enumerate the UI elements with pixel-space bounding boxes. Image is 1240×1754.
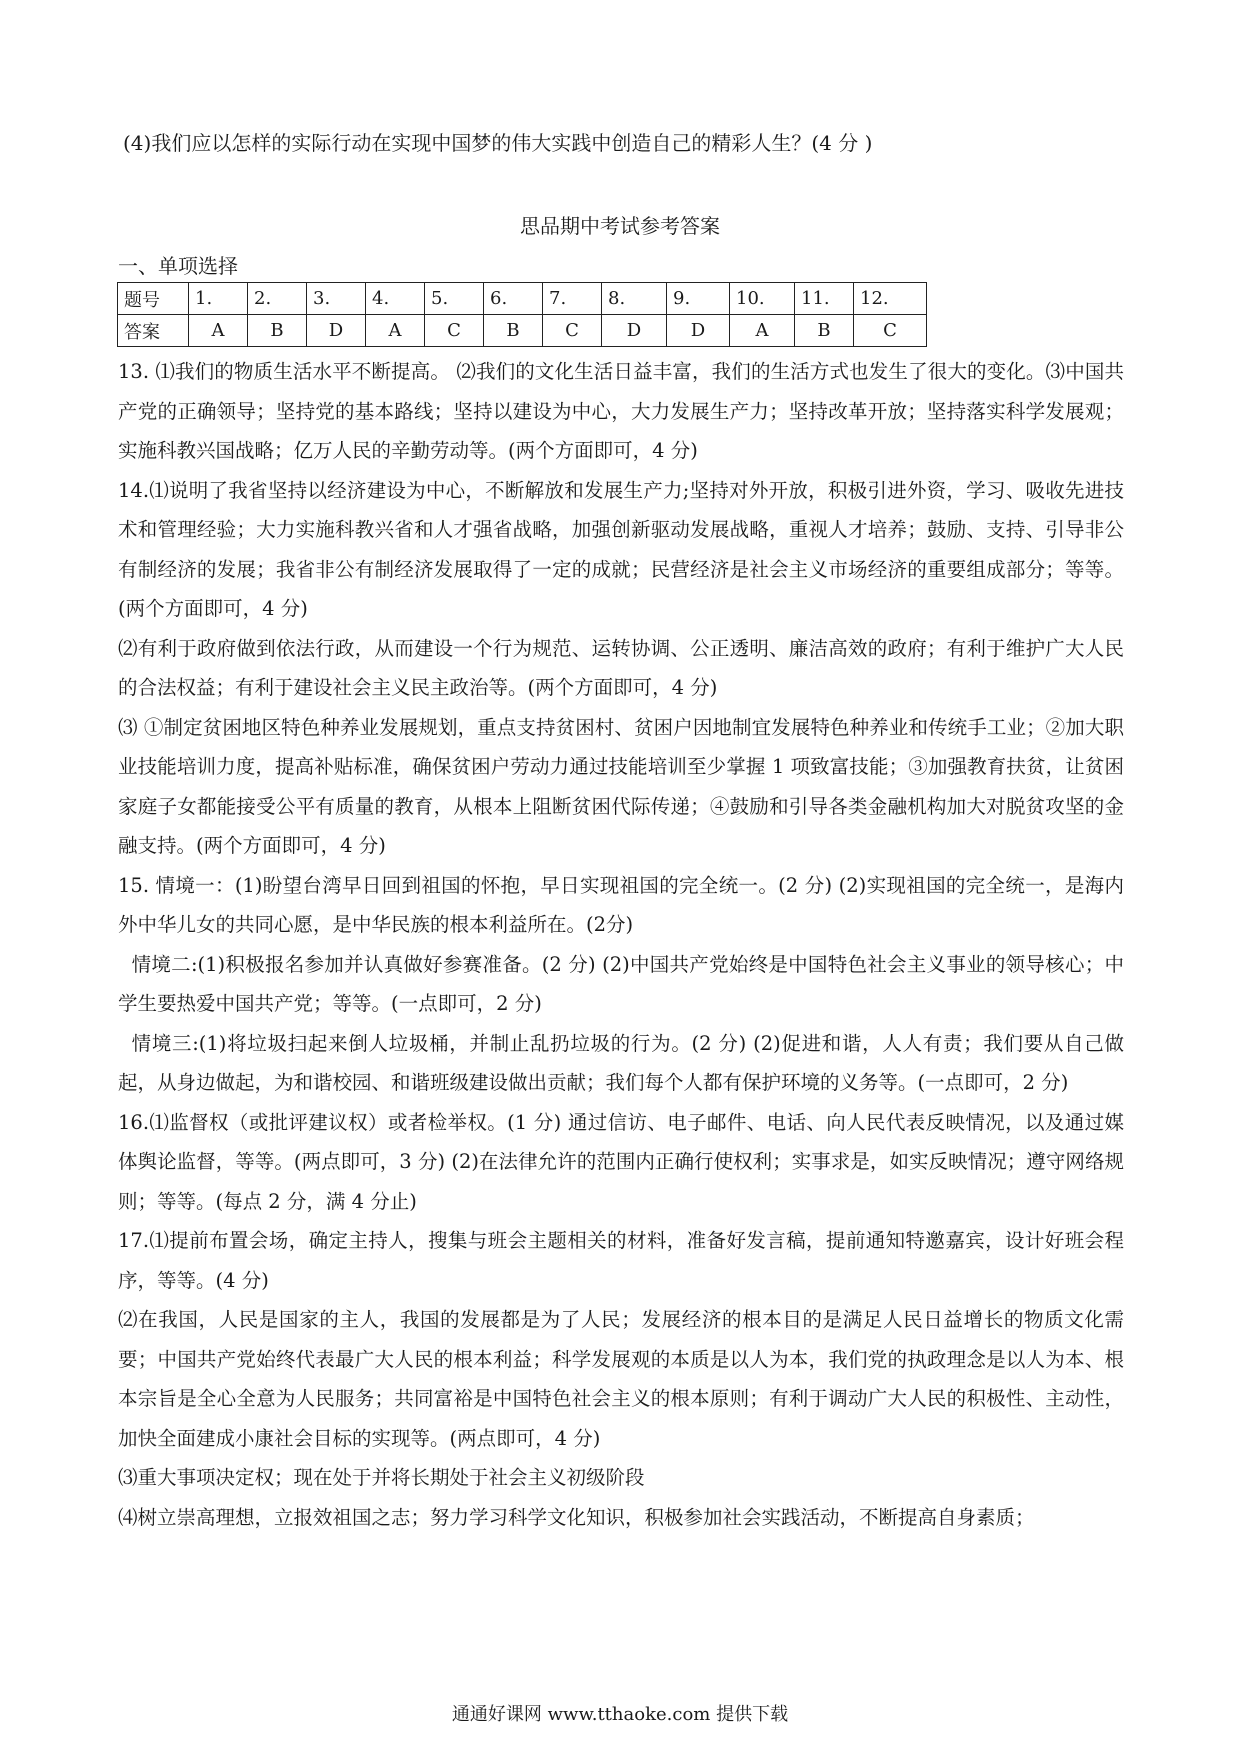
answer-paragraph-14-2: ⑵有利于政府做到依法行政，从而建设一个行为规范、运转协调、公正透明、廉洁高效的政府；有利于维护广大人民的合法权益；有利于建设社会主义民主政治等。(两个方面即可，4 分) (118, 636, 1124, 699)
question-number: 5. (425, 283, 484, 315)
answer-cell: D (667, 315, 730, 347)
answer-paragraph-15-scenario-2: 情境二:(1)积极报名参加并认真做好参赛准备。(2 分) (2)中国共产党始终是中国特色社会主义事业的领导核心；中学生要热爱中国共产党；等等。(一点即可，2 分) (118, 952, 1124, 1015)
answer-cell: B (248, 315, 307, 347)
question-number: 2. (248, 283, 307, 315)
answer-paragraph-14-1: 14.⑴说明了我省坚持以经济建设为中心，不断解放和发展生产力;坚持对外开放，积极引进外资，学习、吸收先进技术和管理经验；大力实施科教兴省和人才强省战略，加强创新驱动发展战略，重视人才培养；鼓励、支持、引导非公有制经济的发展；我省非公有制经济发展取得了一定的成就；民营经济是社会主义市场经济的重要组成部分；等等。(两个方面即可，4 分) (118, 478, 1124, 620)
answer-paragraph-17-4: ⑷树立崇高理想，立报效祖国之志；努力学习科学文化知识，积极参加社会实践活动，不断提高自身素质； (118, 1505, 1035, 1529)
answer-cell: A (730, 315, 795, 347)
question-number: 10. (730, 283, 795, 315)
answer-paragraph-17-3: ⑶重大事项决定权；现在处于并将长期处于社会主义初级阶段 (118, 1466, 645, 1489)
question-number: 9. (667, 283, 730, 315)
answer-paragraph-14-3: ⑶ ①制定贫困地区特色种养业发展规划，重点支持贫困村、贫困户因地制宜发展特色种养业和传统手工业；②加大职业技能培训力度，提高补贴标准，确保贫困户劳动力通过技能培训至少掌握 1 项致富技能；③加强教育扶贫，让贫困家庭子女都能接受公平有质量的教育，从根本上阻断贫困代际传递；④鼓励和引导各类金融机构加大对脱贫攻坚的金融支持。(两个方面即可，4 分) (118, 715, 1124, 857)
question-number: 6. (484, 283, 543, 315)
answer-paragraph-17-2: ⑵在我国，人民是国家的主人，我国的发展都是为了人民；发展经济的根本目的是满足人民日益增长的物质文化需要；中国共产党始终代表最广大人民的根本利益；科学发展观的本质是以人为本，我们党的执政理念是以人为本、根本宗旨是全心全意为人民服务；共同富裕是中国特色社会主义的根本原则；有利于调动广大人民的积极性、主动性，加快全面建成小康社会目标的实现等。(两点即可，4 分) (118, 1308, 1124, 1450)
answer-cell: D (602, 315, 667, 347)
answer-cell: B (795, 315, 854, 347)
question-number: 1. (189, 283, 248, 315)
answer-paragraph-15-scenario-3: 情境三:(1)将垃圾扫起来倒人垃圾桶，并制止乱扔垃圾的行为。(2 分) (2)促进和谐，人人有责；我们要从自己做起，从身边做起，为和谐校园、和谐班级建设做出贡献；我们每个人都有保护环境的义务等。(一点即可，2 分) (118, 1031, 1124, 1094)
answer-cell: D (307, 315, 366, 347)
answer-cell: C (425, 315, 484, 347)
question-number: 12. (854, 283, 927, 315)
section-heading: 一、单项选择 (118, 254, 238, 278)
question-number: 3. (307, 283, 366, 315)
answer-paragraph-17-1: 17.⑴提前布置会场，确定主持人，搜集与班会主题相关的材料，准备好发言稿，提前通知特邀嘉宾，设计好班会程序，等等。(4 分) (118, 1229, 1124, 1292)
page-title: 思品期中考试参考答案 (520, 214, 720, 238)
answer-paragraph-13: 13. ⑴我们的物质生活水平不断提高。 ⑵我们的文化生活日益丰富，我们的生活方式也发生了很大的变化。⑶中国共产党的正确领导；坚持党的基本路线；坚持以建设为中心，大力发展生产力；坚持改革开放；坚持落实科学发展观；实施科教兴国战略；亿万人民的辛勤劳动等。(两个方面即可，4 分) (118, 360, 1124, 462)
answer-cell: C (543, 315, 602, 347)
question-number: 11. (795, 283, 854, 315)
answer-cell: B (484, 315, 543, 347)
answer-cell: A (366, 315, 425, 347)
page-footer: 通通好课网 www.tthaoke.com 提供下载 (451, 1704, 789, 1725)
answer-body (118, 352, 1124, 1537)
header-question-number: 题号 (118, 283, 189, 315)
header-answer: 答案 (118, 315, 189, 347)
answer-cell: C (854, 315, 927, 347)
answer-paragraph-15-scenario-1: 15. 情境一：(1)盼望台湾早日回到祖国的怀抱，早日实现祖国的完全统一。(2 分) (2)实现祖国的完全统一，是海内外中华儿女的共同心愿，是中华民族的根本利益所在。(2分) (118, 873, 1124, 936)
answer-table (117, 282, 927, 347)
answer-table-number-row (118, 283, 927, 315)
question-number: 8. (602, 283, 667, 315)
question-4-text: (4)我们应以怎样的实际行动在实现中国梦的伟大实践中创造自己的精彩人生？(4 分 ) (123, 131, 873, 155)
question-number: 4. (366, 283, 425, 315)
answer-paragraph-16: 16.⑴监督权（或批评建议权）或者检举权。(1 分) 通过信访、电子邮件、电话、向人民代表反映情况，以及通过媒体舆论监督，等等。(两点即可，3 分) (2)在法律允许的范围内正确行使权利；实事求是，如实反映情况；遵守网络规则；等等。(每点 2 分，满 4 分止) (118, 1110, 1124, 1213)
answer-cell: A (189, 315, 248, 347)
question-number: 7. (543, 283, 602, 315)
answer-table-answer-row (118, 315, 927, 347)
